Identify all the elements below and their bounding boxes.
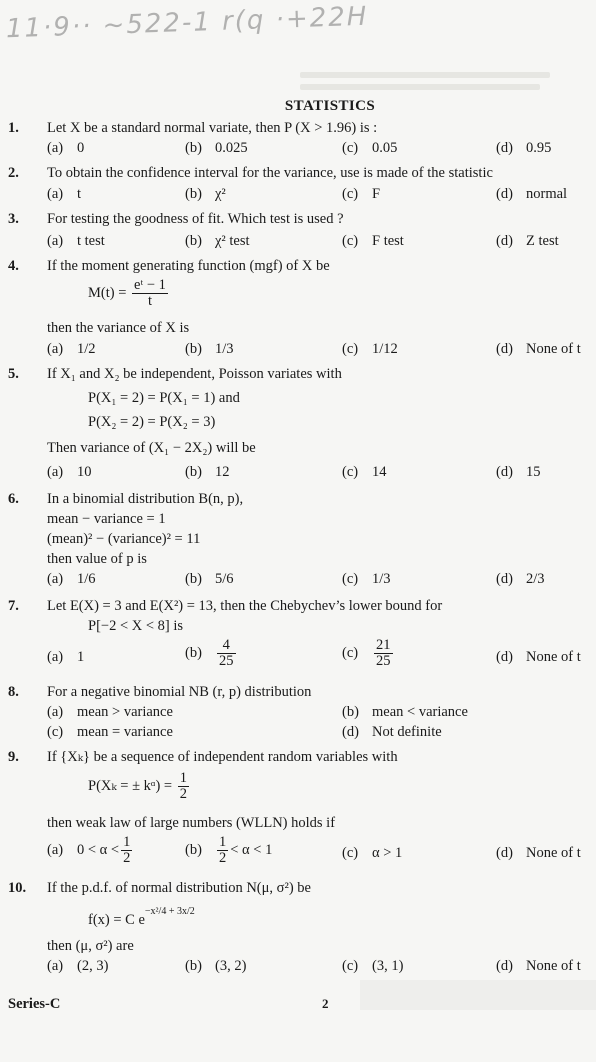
option-c: (c) 1/12 bbox=[342, 341, 398, 357]
option-b: (b) mean < variance bbox=[342, 704, 468, 720]
question-number: 3. bbox=[8, 211, 19, 227]
page-number: 2 bbox=[322, 996, 329, 1011]
question-text-continued: then the variance of X is bbox=[47, 320, 190, 336]
condition-line: P[−2 < X < 8] is bbox=[88, 618, 184, 634]
question-text-continued: then (μ, σ²) are bbox=[47, 938, 134, 954]
option-a: (a) mean > variance bbox=[47, 704, 173, 720]
option-b: (b) χ² test bbox=[185, 233, 250, 249]
formula-probability: P(Xₖ = ± kᵅ) = $\frac{1}{2}$ bbox=[88, 770, 187, 802]
question-number: 9. bbox=[8, 749, 19, 765]
bleed-through bbox=[300, 72, 550, 78]
option-c: (c) (3, 1) bbox=[342, 958, 404, 974]
question-text: In a binomial distribution B(n, p), bbox=[47, 491, 244, 507]
option-b: (b) 1/3 bbox=[185, 341, 234, 357]
question-number: 6. bbox=[8, 491, 19, 507]
option-a: (a) t bbox=[47, 186, 82, 202]
question-number: 2. bbox=[8, 165, 19, 181]
option-c: (c) 1/3 bbox=[342, 571, 391, 587]
option-b: (b) $\frac{1}{2}$ < α < 1 bbox=[185, 834, 273, 866]
option-d: (d) Not definite bbox=[342, 724, 442, 740]
option-d: (d) None of t bbox=[496, 845, 581, 861]
question-number: 4. bbox=[8, 258, 19, 274]
option-c: (c) F bbox=[342, 186, 381, 202]
option-c: (c) F test bbox=[342, 233, 404, 249]
option-a: (a) 1/6 bbox=[47, 571, 96, 587]
option-d: (d) normal bbox=[496, 186, 568, 202]
option-b: (b) $\frac{4}{25}$ bbox=[185, 637, 234, 669]
condition-line: mean − variance = 1 bbox=[47, 511, 166, 527]
question-text-continued: Then variance of (X₁ − 2X₂) will be bbox=[47, 440, 256, 456]
question-number: 8. bbox=[8, 684, 19, 700]
condition-line: (mean)² − (variance)² = 11 bbox=[47, 531, 201, 547]
bleed-through bbox=[300, 84, 540, 90]
question-text: To obtain the confidence interval for the variance, use is made of the statistic bbox=[47, 165, 493, 181]
option-d: (d) Z test bbox=[496, 233, 559, 249]
option-d: (d) None of t bbox=[496, 958, 581, 974]
question-number: 5. bbox=[8, 366, 19, 382]
question-text: Let X be a standard normal variate, then P (X > 1.96) is : bbox=[47, 120, 378, 136]
option-c: (c) 14 bbox=[342, 464, 387, 480]
page-title: STATISTICS bbox=[284, 98, 376, 114]
option-b: (b) 0.025 bbox=[185, 140, 248, 156]
formula-pdf: f(x) = C $e^{-x^2/4 + 3x/2}$ bbox=[88, 906, 195, 928]
option-b: (b) 12 bbox=[185, 464, 230, 480]
condition-line: P(X₁ = 2) = P(X₁ = 1) and bbox=[88, 390, 240, 406]
question-text: If X₁ and X₂ be independent, Poisson variates with bbox=[47, 366, 342, 382]
option-a: (a) t test bbox=[47, 233, 105, 249]
series-label: Series-C bbox=[8, 996, 61, 1012]
question-text: Let E(X) = 3 and E(X²) = 13, then the Chebychev’s lower bound for bbox=[47, 598, 443, 614]
option-a: (a) 0 bbox=[47, 140, 85, 156]
question-text-continued: then value of p is bbox=[47, 551, 147, 567]
question-number: 7. bbox=[8, 598, 19, 614]
option-d: (d) 15 bbox=[496, 464, 541, 480]
option-d: (d) 0.95 bbox=[496, 140, 552, 156]
formula-mgf: M(t) = $\frac{\text{eᵗ − 1}}{t}$ bbox=[88, 277, 166, 309]
question-text: For testing the goodness of fit. Which test is used ? bbox=[47, 211, 344, 227]
option-b: (b) 5/6 bbox=[185, 571, 234, 587]
question-number: 1. bbox=[8, 120, 19, 136]
question-text: If the p.d.f. of normal distribution N(μ, σ²) be bbox=[47, 880, 311, 896]
question-number: 10. bbox=[8, 880, 27, 896]
option-a: (a) 0 < α < $\frac{1}{2}$ bbox=[47, 834, 131, 866]
option-b: (b) χ² bbox=[185, 186, 226, 202]
question-text: If {Xₖ} be a sequence of independent random variables with bbox=[47, 749, 398, 765]
condition-line: P(X₂ = 2) = P(X₂ = 3) bbox=[88, 414, 216, 430]
question-text-continued: then weak law of large numbers (WLLN) holds if bbox=[47, 815, 336, 831]
option-d: (d) 2/3 bbox=[496, 571, 545, 587]
scan-smudge bbox=[360, 980, 596, 1010]
handwritten-note: 11·9·· ~522-1 r(q ·+22H bbox=[5, 1, 369, 45]
option-c: (c) 0.05 bbox=[342, 140, 398, 156]
option-a: (a) 10 bbox=[47, 464, 92, 480]
option-a: (a) 1/2 bbox=[47, 341, 96, 357]
option-a: (a) 1 bbox=[47, 649, 85, 665]
option-c: (c) mean = variance bbox=[47, 724, 173, 740]
option-b: (b) (3, 2) bbox=[185, 958, 247, 974]
option-c: (c) α > 1 bbox=[342, 845, 403, 861]
question-text: If the moment generating function (mgf) of X be bbox=[47, 258, 330, 274]
option-c: (c) $\frac{21}{25}$ bbox=[342, 637, 391, 669]
option-a: (a) (2, 3) bbox=[47, 958, 109, 974]
option-d: (d) None of t bbox=[496, 649, 581, 665]
option-d: (d) None of t bbox=[496, 341, 581, 357]
question-text: For a negative binomial NB (r, p) distribution bbox=[47, 684, 312, 700]
